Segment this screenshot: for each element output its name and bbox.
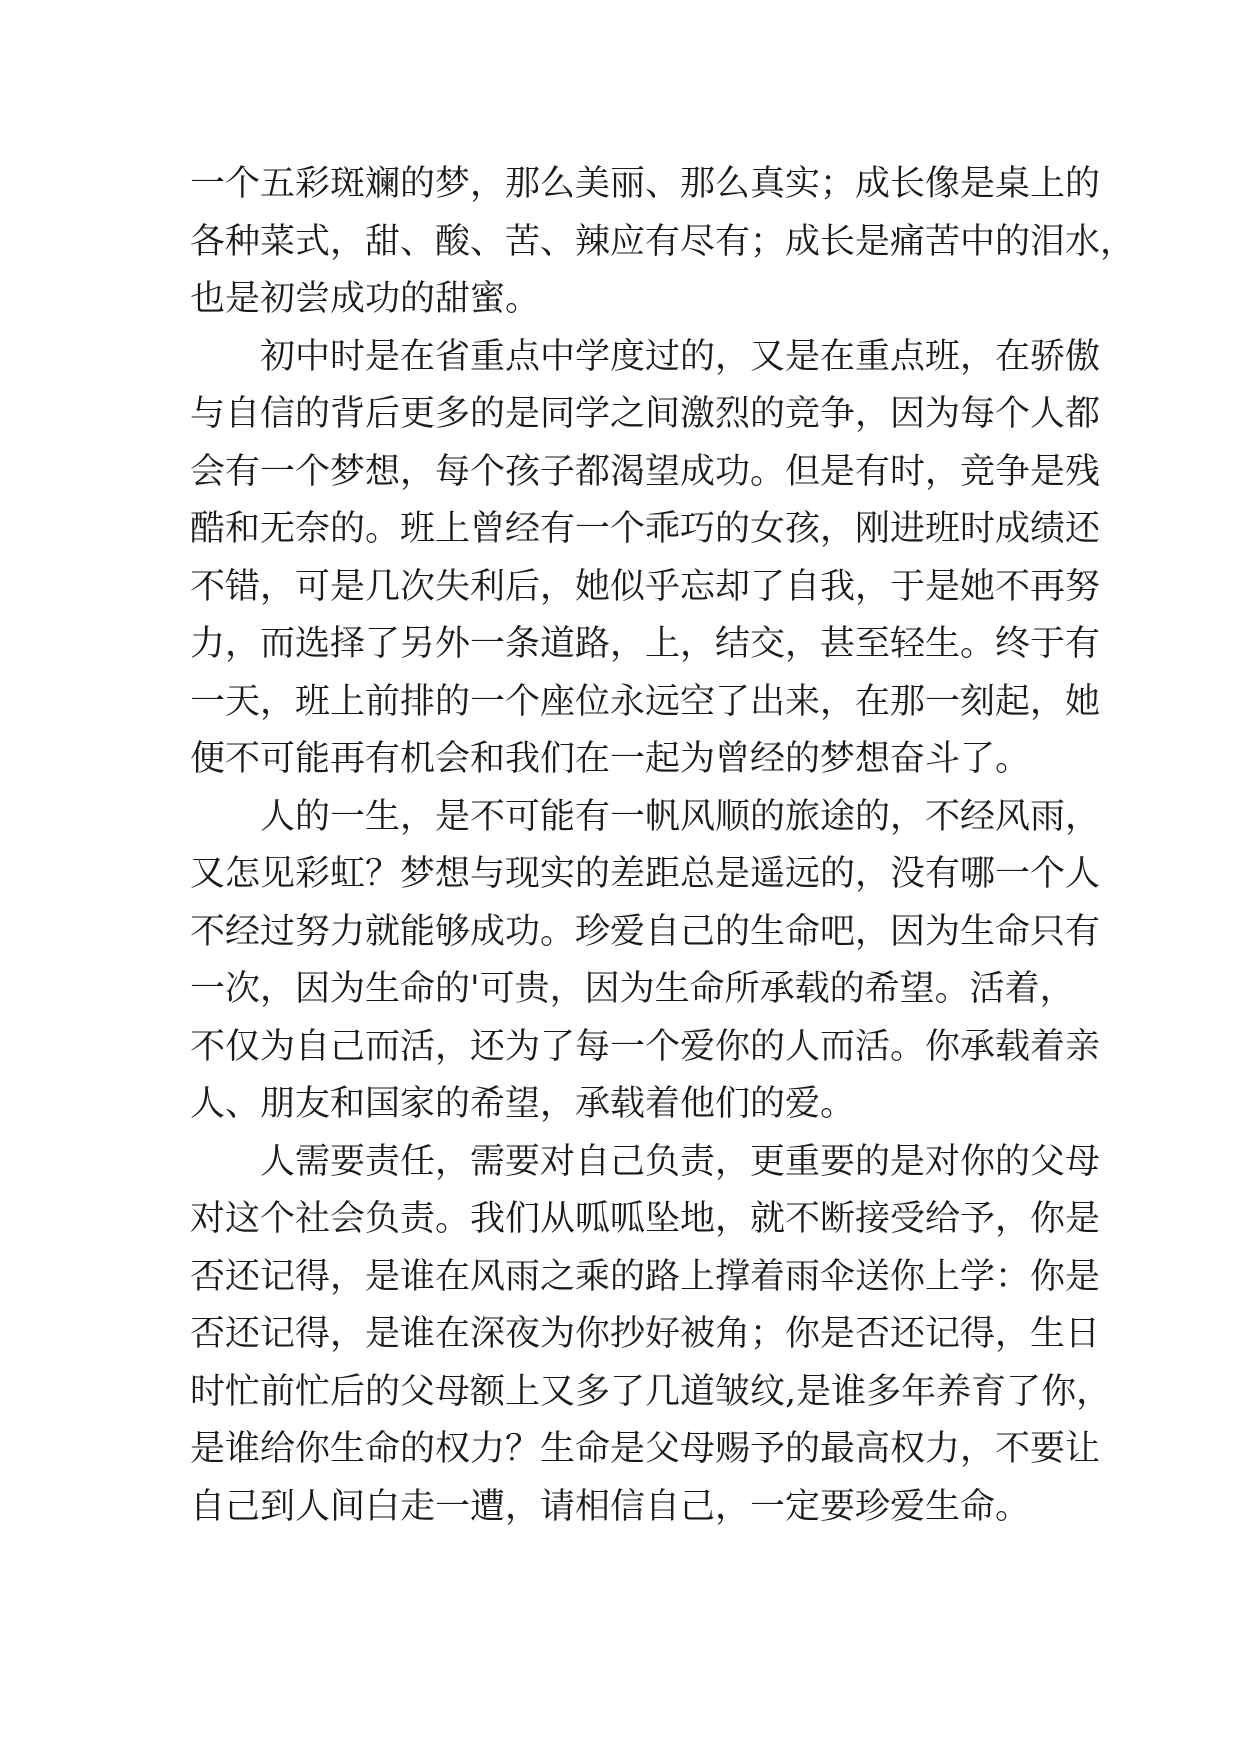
text-line: 不错，可是几次失利后，她似乎忘却了自我，于是她不再努: [190, 566, 1101, 607]
text-line: 与自信的背后更多的是同学之间激烈的竞争，因为每个人都: [190, 394, 1101, 434]
text-line: 初中时是在省重点中学度过的，又是在重点班，在骄傲: [190, 336, 1101, 377]
text-line: 力，而选择了另外一条道路，上，结交，甚至轻生。终于有: [190, 624, 1101, 664]
text-line: 时忙前忙后的父母额上又多了几道皱纹,是谁多年养育了你，: [190, 1371, 1112, 1412]
text-line: 是谁给你生命的权力？生命是父母赐予的最高权力，不要让: [190, 1429, 1101, 1469]
text-line: 各种菜式，甜、酸、苦、辣应有尽有；成长是痛苦中的泪水，: [190, 221, 1136, 262]
text-line: 人的一生，是不可能有一帆风顺的旅途的，不经风雨，: [190, 796, 1101, 837]
text-line: 不仅为自己而活，还为了每一个爱你的人而活。你承载着亲: [190, 1026, 1101, 1067]
text-line: 一天，班上前排的一个座位永远空了出来，在那一刻起，她: [190, 681, 1101, 722]
paragraph-4: [190, 1134, 1112, 1537]
paragraph-2: [190, 329, 1101, 789]
paragraph-1: [190, 156, 1136, 329]
text-line: 自己到人间白走一遭，请相信自己，一定要珍爱生命。: [190, 1486, 1031, 1527]
text-line: 不经过努力就能够成功。珍爱自己的生命吧，因为生命只有: [190, 911, 1101, 952]
document-body: [190, 156, 1136, 1536]
text-line: 否还记得，是谁在风雨之乘的路上撑着雨伞送你上学：你是: [190, 1256, 1101, 1297]
text-line: 对这个社会负责。我们从呱呱坠地，就不断接受给予，你是: [190, 1199, 1101, 1239]
text-line: 否还记得，是谁在深夜为你抄好被角；你是否还记得，生日: [190, 1314, 1101, 1354]
text-line: 一个五彩斑斓的梦，那么美丽、那么真实；成长像是桌上的: [190, 164, 1101, 204]
text-line: 便不可能再有机会和我们在一起为曾经的梦想奋斗了。: [190, 739, 1031, 779]
text-line: 一次，因为生命的'可贵，因为生命所承载的希望。活着，: [190, 969, 1075, 1009]
text-line: 人需要责任，需要对自己负责，更重要的是对你的父母: [190, 1141, 1101, 1182]
text-line: 又怎见彩虹？梦想与现实的差距总是遥远的，没有哪一个人: [190, 854, 1101, 894]
text-line: 酷和无奈的。班上曾经有一个乖巧的女孩，刚进班时成绩还: [190, 509, 1101, 549]
text-line: 也是初尝成功的甜蜜。: [190, 279, 541, 319]
text-line: 人、朋友和国家的希望，承载着他们的爱。: [190, 1084, 856, 1124]
text-line: 会有一个梦想，每个孩子都渴望成功。但是有时，竞争是残: [190, 451, 1101, 492]
paragraph-3: [190, 789, 1101, 1134]
